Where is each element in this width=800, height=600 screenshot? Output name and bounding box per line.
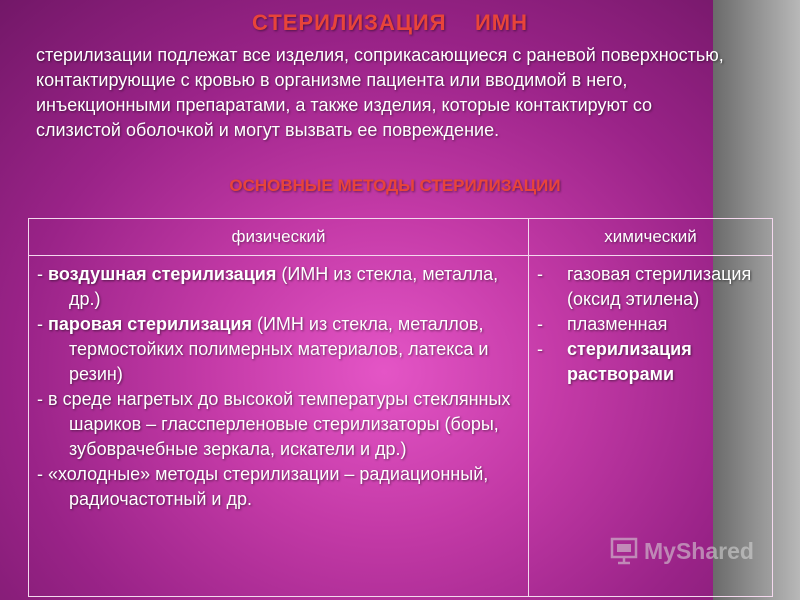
chemical-item: - газовая стерилизация (оксид этилена) xyxy=(537,264,752,309)
watermark xyxy=(610,537,754,565)
slides-icon xyxy=(610,537,640,565)
physical-item: - паровая стерилизация (ИМН из стекла, металлов, термостойких полимерных материалов, латекса и резин) xyxy=(37,314,489,384)
section-subtitle: ОСНОВНЫЕ МЕТОДЫ СТЕРИЛИЗАЦИИ xyxy=(229,176,561,195)
header-physical: физический xyxy=(29,219,529,256)
physical-item: - в среде нагретых до высокой температуры стеклянных шариков – глассперленовые стерилизаторы (боры, зубоврачебные зеркала, искатели и др.) xyxy=(37,389,511,459)
watermark-text: MyShared xyxy=(644,537,754,564)
header-chemical: химический xyxy=(529,219,773,256)
chemical-item: - стерилизация растворами xyxy=(537,339,692,384)
physical-item: - «холодные» методы стерилизации – радиационный, радиочастотный и др. xyxy=(37,464,489,509)
physical-item: - воздушная стерилизация (ИМН из стекла, металла, др.) xyxy=(37,264,499,309)
chemical-item: - плазменная xyxy=(537,314,668,334)
intro-paragraph: стерилизации подлежат все изделия, соприкасающиеся с раневой поверхностью, контактирующие с кровью в организме пациента или вводимой в него, инъекционными препаратами, а также изделия, которые контактируют со слизистой оболочкой и могут вызвать ее повреждение. xyxy=(36,45,724,140)
slide-title: СТЕРИЛИЗАЦИЯ ИМН xyxy=(251,10,529,35)
table-header-row xyxy=(29,219,773,256)
physical-methods-cell xyxy=(29,256,529,597)
